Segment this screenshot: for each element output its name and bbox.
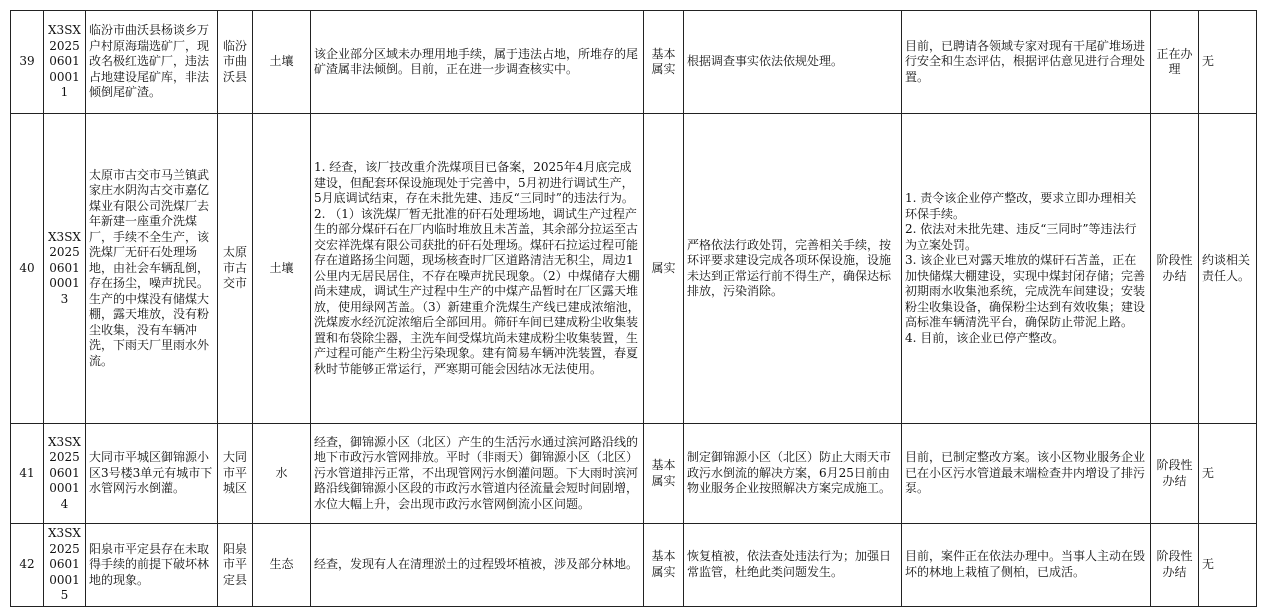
verdict: 基本属实 — [644, 524, 684, 607]
investigation-result: 该企业部分区域未办理用地手续，属于违法占地，所堆存的尾矿渣属非法倾倒。目前，正在进一步调查核实中。 — [311, 11, 644, 114]
case-code: X3SX2025060100011 — [44, 11, 86, 114]
investigation-result: 经查，御锦源小区（北区）产生的生活污水通过滨河路沿线的地下市政污水管网排放。平时（非雨天）御锦源小区（北区）污水管道排污正常，不出现管网污水倒灌问题。下大雨时滨河路沿线御锦源小区段的市政污水管道内径流量会短时间剧增，水位大幅上升，会出现市政污水管网倒流小区问题。 — [311, 424, 644, 524]
complaint-description: 太原市古交市马兰镇武家庄水阴沟古交市嘉亿煤业有限公司洗煤厂去年新建一座重介洗煤厂，手续不全生产，该洗煤厂无矸石处理场地，由社会车辆乱倒，存在扬尘，噪声扰民。生产的中煤没有储煤大棚，露天堆放，没有粉尘收集，没有车辆冲洗，下雨天厂里雨水外流。 — [86, 114, 218, 424]
handling-opinion: 根据调查事实依法依规处理。 — [684, 11, 902, 114]
case-table — [10, 10, 1257, 607]
progress-status: 阶段性办结 — [1151, 524, 1199, 607]
rectification-status: 目前，已聘请各领域专家对现有干尾矿堆场进行安全和生态评估，根据评估意见进行合理处置。 — [902, 11, 1151, 114]
accountability: 约谈相关责任人。 — [1199, 114, 1257, 424]
region: 太原市古交市 — [218, 114, 253, 424]
row-number: 40 — [11, 114, 44, 424]
case-code: X3SX2025060100014 — [44, 424, 86, 524]
handling-opinion: 恢复植被，依法查处违法行为；加强日常监管，杜绝此类问题发生。 — [684, 524, 902, 607]
verdict: 基本属实 — [644, 424, 684, 524]
complaint-description: 大同市平城区御锦源小区3号楼3单元有城市下水管网污水倒灌。 — [86, 424, 218, 524]
pollution-category: 土壤 — [253, 11, 311, 114]
case-code: X3SX2025060100013 — [44, 114, 86, 424]
handling-opinion: 制定御锦源小区（北区）防止大雨天市政污水倒流的解决方案，6月25日前由物业服务企业按照解决方案完成施工。 — [684, 424, 902, 524]
rectification-status: 1. 责令该企业停产整改，要求立即办理相关环保手续。 2. 依法对未批先建、违反“三同时”等违法行为立案处罚。 3. 该企业已对露天堆放的煤矸石苫盖，正在加快储煤大棚建设，实现中煤封闭存储；完善初期雨水收集池系统，完成洗车间建设；安装粉尘收集设备，确保粉尘达到有效收集；建设高标准车辆清洗平台，确保防止带泥上路。 4. 目前，该企业已停产整改。 — [902, 114, 1151, 424]
verdict: 基本属实 — [644, 11, 684, 114]
accountability: 无 — [1199, 11, 1257, 114]
table-row — [11, 114, 1257, 424]
rectification-status: 目前，案件正在依法办理中。当事人主动在毁坏的林地上栽植了侧柏，已成活。 — [902, 524, 1151, 607]
pollution-category: 土壤 — [253, 114, 311, 424]
case-code: X3SX2025060100015 — [44, 524, 86, 607]
accountability: 无 — [1199, 524, 1257, 607]
region: 大同市平城区 — [218, 424, 253, 524]
verdict: 属实 — [644, 114, 684, 424]
table-row — [11, 524, 1257, 607]
pollution-category: 生态 — [253, 524, 311, 607]
progress-status: 正在办理 — [1151, 11, 1199, 114]
investigation-result: 经查，发现有人在清理淤土的过程毁坏植被，涉及部分林地。 — [311, 524, 644, 607]
region: 临汾市曲沃县 — [218, 11, 253, 114]
progress-status: 阶段性办结 — [1151, 424, 1199, 524]
investigation-result: 1. 经查，该厂技改重介洗煤项目已备案，2025年4月底完成建设，但配套环保设施现处于完善中，5月初进行调试生产，5月底调试结束，存在未批先建、违反“三同时”的违法行为。 2. （1）该洗煤厂暂无批准的矸石处理场地，调试生产过程产生的部分煤矸石在厂内临时堆放且未苫盖，其余部分拉运至古交宏祥洗煤有限公司获批的矸石处理场。煤矸石拉运过程可能存在道路扬尘问题，现场核查时厂区道路清洁无积尘，周边1公里内无居民居住，不存在噪声扰民现象。（2）中煤储存大棚尚未建成，调试生产过程中生产的中煤产品暂时在厂区露天堆放，使用绿网苫盖。（3）新建重介洗煤生产线已建成浓缩池，洗煤废水经沉淀浓缩后全部回用。筛矸车间已建成粉尘收集装置和布袋除尘器，主洗车间受煤坑尚未建成粉尘收集装置，生产过程可能产生粉尘污染现象。建有简易车辆冲洗装置，春夏秋时节能够正常运行，严寒期可能会因结冰无法使用。 — [311, 114, 644, 424]
rectification-status: 目前，已制定整改方案。该小区物业服务企业已在小区污水管道最末端检查井内增设了排污泵。 — [902, 424, 1151, 524]
row-number: 42 — [11, 524, 44, 607]
region: 阳泉市平定县 — [218, 524, 253, 607]
complaint-description: 阳泉市平定县存在未取得手续的前提下破坏林地的现象。 — [86, 524, 218, 607]
complaint-description: 临汾市曲沃县杨谈乡万户村原海瑞选矿厂，现改名极红选矿厂，违法占地建设尾矿库，非法倾倒尾矿渣。 — [86, 11, 218, 114]
accountability: 无 — [1199, 424, 1257, 524]
table-row — [11, 11, 1257, 114]
table-row — [11, 424, 1257, 524]
progress-status: 阶段性办结 — [1151, 114, 1199, 424]
row-number: 41 — [11, 424, 44, 524]
row-number: 39 — [11, 11, 44, 114]
pollution-category: 水 — [253, 424, 311, 524]
handling-opinion: 严格依法行政处罚，完善相关手续，按环评要求建设完成各项环保设施，设施未达到正常运行前不得生产，确保达标排放，污染消除。 — [684, 114, 902, 424]
